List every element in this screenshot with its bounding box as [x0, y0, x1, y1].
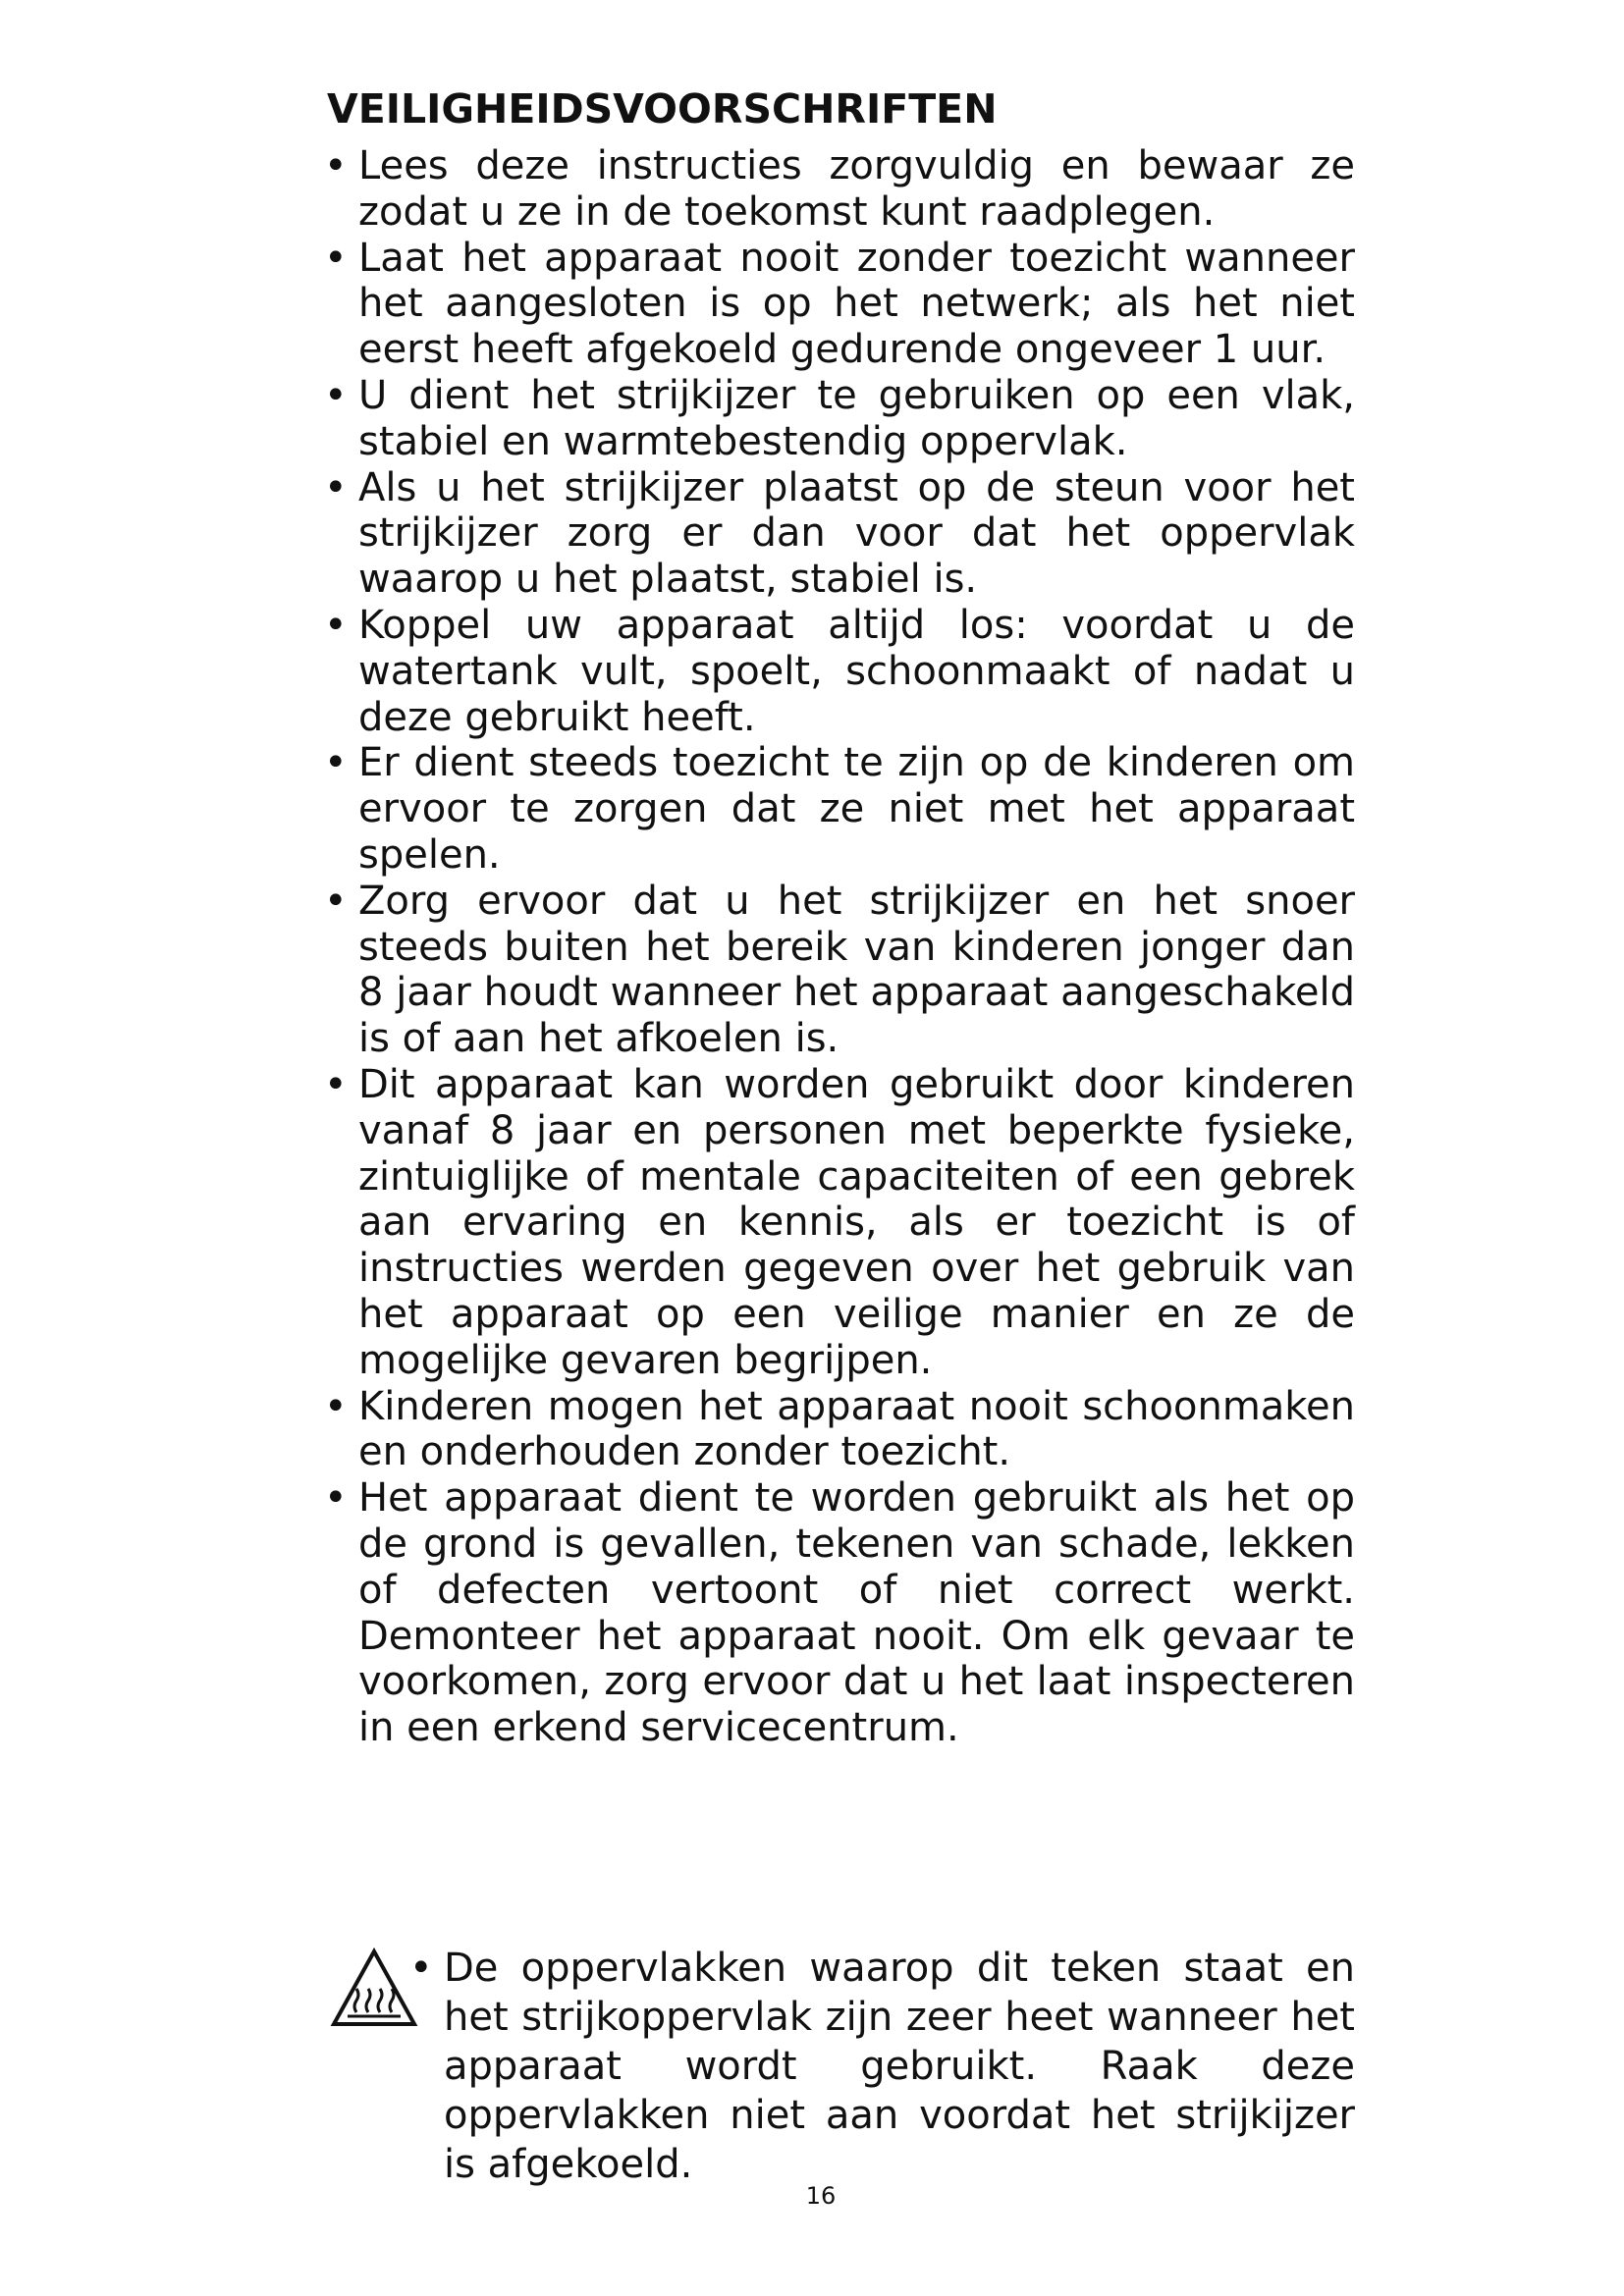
hot-surface-warning-icon [330, 1948, 418, 2028]
warning-text: De oppervlakken waarop dit teken staat en het strijkoppervlak zijn zeer heet wanneer het apparaat wordt gebruikt. Raak deze oppervlakken niet aan voordat het strijkijzer is afgekoeld. [444, 1946, 1355, 2187]
bullet-symbol: • [324, 464, 348, 510]
list-item [324, 465, 1355, 603]
list-item [324, 1475, 1355, 1751]
bullet-symbol: • [324, 372, 348, 418]
bullet-symbol: • [324, 235, 348, 281]
page-title: VEILIGHEIDSVOORSCHRIFTEN [327, 85, 998, 133]
instruction-text: Kinderen mogen het apparaat nooit schoonmaken en onderhouden zonder toezicht. [358, 1383, 1355, 1475]
list-item [324, 740, 1355, 878]
instruction-text: U dient het strijkijzer te gebruiken op een vlak, stabiel en warmtebestendig oppervlak. [358, 372, 1355, 464]
instruction-text: Dit apparaat kan worden gebruikt door kinderen vanaf 8 jaar en personen met beperkte fysieke, zintuiglijke of mentale capaciteiten of een gebrek aan ervaring en kennis, als er toezicht is of instructies werden gegeven over het gebruik van het apparaat op een veilige manier en ze de mogelijke gevaren begrijpen. [358, 1061, 1355, 1383]
list-item [324, 1062, 1355, 1384]
bullet-symbol: • [324, 1475, 348, 1522]
hot-surface-warning [324, 1944, 1355, 2189]
bullet-symbol: • [324, 1061, 348, 1107]
instruction-text: Laat het apparaat nooit zonder toezicht wanneer het aangesloten is op het netwerk; als het niet eerst heeft afgekoeld gedurende ongeveer 1 uur. [358, 235, 1355, 373]
bullet-symbol: • [324, 1383, 348, 1429]
bullet-symbol: • [324, 878, 348, 924]
instruction-text: Als u het strijkijzer plaatst op de steun voor het strijkijzer zorg er dan voor dat het oppervlak waarop u het plaatst, stabiel is. [358, 464, 1355, 603]
bullet-symbol: • [409, 1946, 433, 1991]
instruction-text: Het apparaat dient te worden gebruikt als het op de grond is gevallen, tekenen van schade, lekken of defecten vertoont of niet correct werkt. Demonteer het apparaat nooit. Om elk gevaar te voorkomen, zorg ervoor dat u het laat inspecteren in een erkend servicecentrum. [358, 1475, 1355, 1751]
instruction-text: Er dient steeds toezicht te zijn op de kinderen om ervoor te zorgen dat ze niet met het apparaat spelen. [358, 740, 1355, 878]
page-number: 16 [805, 2182, 837, 2210]
list-item [324, 143, 1355, 236]
bullet-symbol: • [324, 602, 348, 648]
list-item [324, 879, 1355, 1062]
safety-instructions-list [324, 143, 1355, 1751]
instruction-text: Koppel uw apparaat altijd los: voordat u de watertank vult, spoelt, schoonmaakt of nadat u deze gebruikt heeft. [358, 602, 1355, 740]
bullet-symbol: • [324, 740, 348, 786]
list-item [324, 236, 1355, 373]
list-item [324, 603, 1355, 740]
warning-item [409, 1944, 1355, 2189]
bullet-symbol: • [324, 143, 348, 188]
instruction-text: Lees deze instructies zorgvuldig en bewaar ze zodat u ze in de toekomst kunt raadplegen. [358, 143, 1355, 235]
instruction-text: Zorg ervoor dat u het strijkijzer en het snoer steeds buiten het bereik van kinderen jonger dan 8 jaar houdt wanneer het apparaat aangeschakeld is of aan het afkoelen is. [358, 878, 1355, 1062]
list-item [324, 1384, 1355, 1476]
list-item [324, 373, 1355, 465]
